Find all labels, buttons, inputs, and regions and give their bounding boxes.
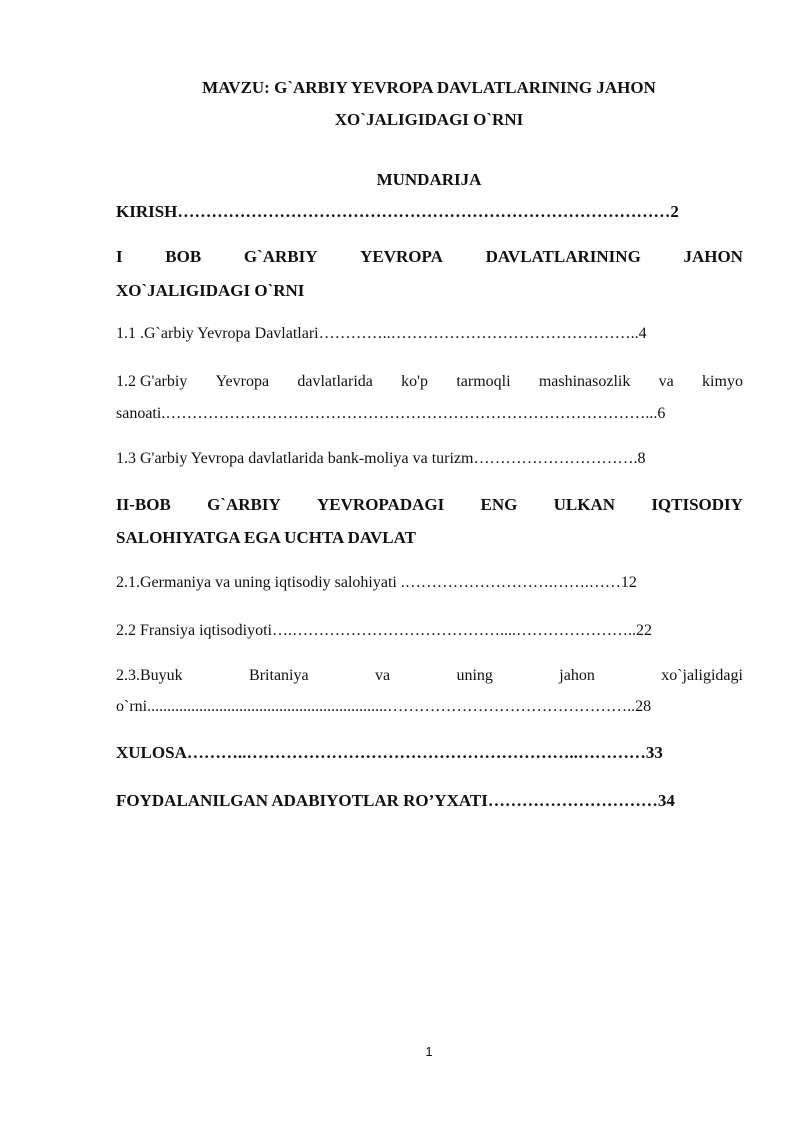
toc-heading: MUNDARIJA (376, 170, 482, 189)
word: JAHON (683, 247, 743, 266)
title-line-2: XO`JALIGIDAGI O`RNI (334, 110, 524, 129)
toc-entry-1-2-line2: sanoati.………………………………………………………………………………...6 (116, 405, 666, 422)
word: kimyo (702, 373, 743, 390)
word: va (658, 373, 674, 390)
toc-entry-xulosa: XULOSA………..…………………………………………………..…………33 (116, 743, 663, 762)
toc-entry-adabiyotlar: FOYDALANILGAN ADABIYOTLAR RO’YXATI…………………………34 (116, 791, 675, 810)
toc-entry-2-2: 2.2 Fransiya iqtisodiyoti….…………………………………....…………………..22 (116, 622, 652, 639)
word: davlatlarida (297, 373, 373, 390)
toc-entry-bob2-line1 (116, 487, 743, 523)
word: 1.2 G'arbiy (116, 373, 188, 390)
toc-entry-1-2-line1 (116, 364, 743, 400)
page-number: 1 (425, 1044, 433, 1059)
word: jahon (559, 667, 595, 684)
word: xo`jaligidagi (661, 667, 743, 684)
word: DAVLATLARINING (485, 247, 641, 266)
toc-entry-bob2-line2: SALOHIYATGA EGA UCHTA DAVLAT (116, 528, 416, 547)
word: Britaniya (249, 667, 309, 684)
toc-entry-2-1: 2.1.Germaniya va uning iqtisodiy salohiyati .……………………….…….……12 (116, 574, 637, 591)
word: ENG (480, 495, 518, 514)
word: Yevropa (215, 373, 270, 390)
toc-entry-bob1-line2: XO`JALIGIDAGI O`RNI (116, 281, 305, 300)
toc-entry-1-1: 1.1 .G`arbiy Yevropa Davlatlari…………..………………………………………..4 (116, 325, 647, 342)
word: G`ARBIY (207, 495, 281, 514)
word: I (116, 247, 123, 266)
word: II-BOB (116, 495, 171, 514)
word: ULKAN (553, 495, 616, 514)
word: mashinasozlik (538, 373, 631, 390)
toc-entry-bob1-line1 (116, 239, 743, 275)
word: YEVROPADAGI (317, 495, 445, 514)
word: uning (456, 667, 493, 684)
toc-entry-kirish: KIRISH……………………………………………………………………………2 (116, 202, 679, 221)
document-title (116, 72, 742, 136)
title-line-1: MAVZU: G`ARBIY YEVROPA DAVLATLARINING JAHON (202, 78, 656, 97)
word: 2.3.Buyuk (116, 667, 183, 684)
toc-entry-1-3: 1.3 G'arbiy Yevropa davlatlarida bank-moliya va turizm………………………….8 (116, 450, 646, 467)
word: IQTISODIY (651, 495, 743, 514)
word: tarmoqli (456, 373, 511, 390)
toc-entry-2-3-line2: o`rni............................................................………………………………………..28 (116, 698, 652, 715)
word: G`ARBIY (243, 247, 318, 266)
word: va (374, 667, 391, 684)
word: ko'p (401, 373, 429, 390)
word: BOB (165, 247, 202, 266)
word: YEVROPA (360, 247, 443, 266)
